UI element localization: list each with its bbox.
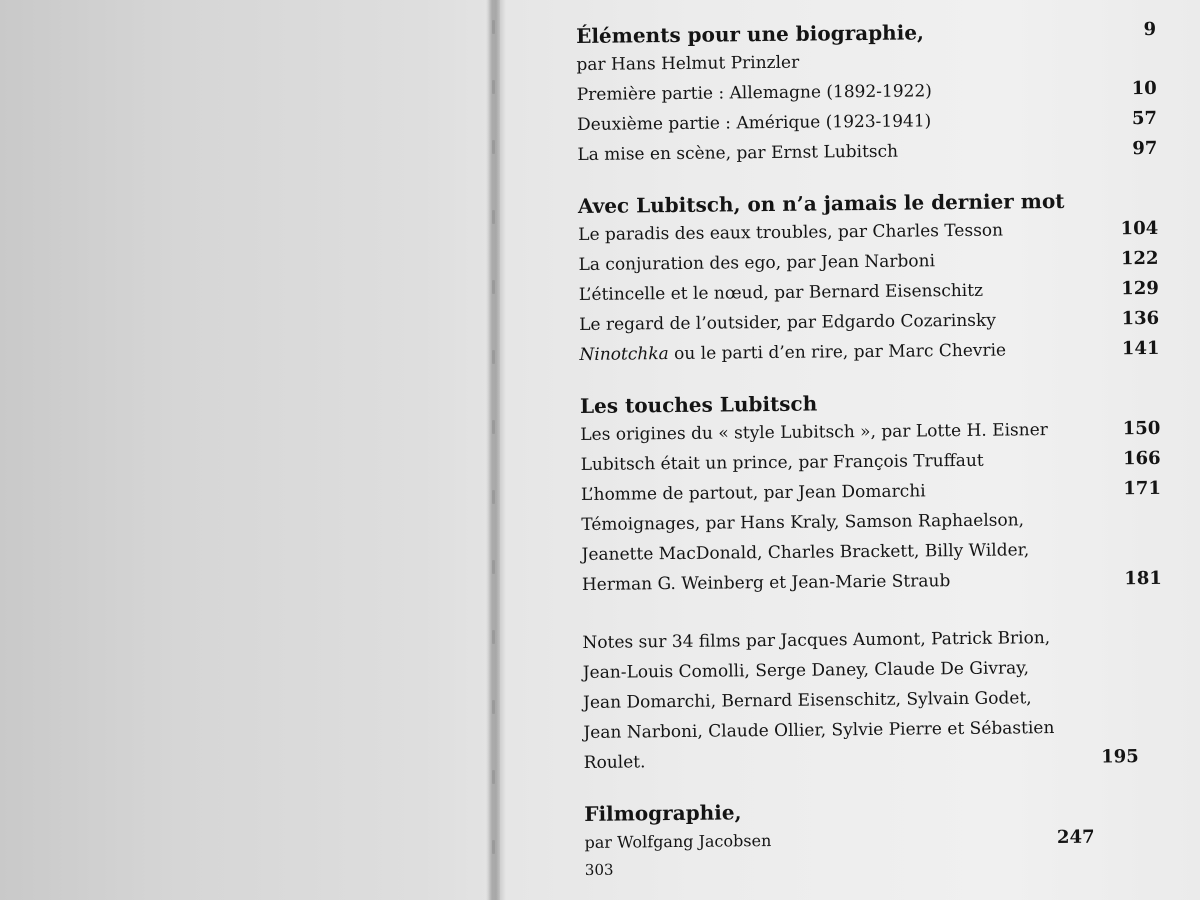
binding-stitch [492, 20, 495, 34]
page-number: 136 [1121, 307, 1160, 330]
section-title: Les touches Lubitsch [579, 391, 818, 418]
toc-entry [584, 822, 1164, 858]
folio-number: 303 [584, 860, 614, 879]
binding-stitch [492, 560, 495, 574]
binding-stitch [492, 280, 495, 294]
page-number: 9 [1143, 18, 1157, 41]
entry-text: Première partie : Allemagne (1892-1922) [576, 81, 932, 105]
page-number: 97 [1132, 137, 1158, 160]
page-number: 10 [1131, 77, 1157, 100]
entry-text: par Wolfgang Jacobsen [584, 831, 772, 852]
entry-text: par Hans Helmut Prinzler [576, 52, 800, 75]
entry-text: La mise en scène, par Ernst Lubitsch [577, 141, 899, 165]
page-number: 181 [1124, 567, 1162, 590]
left-page [0, 0, 494, 900]
film-title: Ninotchka [579, 344, 669, 365]
section-title: Éléments pour une biographie, [576, 20, 925, 48]
section-title: Avec Lubitsch, on n’a jamais le dernier mot [577, 188, 1065, 218]
entry-line: Jeanette MacDonald, Charles Brackett, Billy Wilder, [581, 540, 1030, 565]
binding-stitch [492, 490, 495, 504]
entry-line: Notes sur 34 films par Jacques Aumont, Patrick Brion, [582, 628, 1051, 653]
entry-text: Les origines du « style Lubitsch », par Lotte H. Eisner [580, 420, 1048, 445]
toc-section-filmography [584, 794, 1165, 882]
binding-stitch [492, 140, 495, 154]
entry-text: Lubitsch était un prince, par François Truffaut [580, 450, 984, 475]
toc-section-last-word [578, 186, 1160, 370]
toc-entry [579, 334, 1159, 370]
entry-line: Roulet. [583, 752, 646, 773]
toc-entry-notes [582, 623, 1139, 778]
entry-text: La conjuration des ego, par Jean Narboni [578, 251, 936, 275]
entry-line: Jean Narboni, Claude Ollier, Sylvie Pierre et Sébastien [583, 718, 1055, 743]
entry-text: Le regard de l’outsider, par Edgardo Cozarinsky [579, 310, 996, 335]
page-number: 57 [1131, 107, 1158, 130]
right-page [500, 0, 1200, 900]
binding-stitch [492, 210, 495, 224]
entry-text [579, 336, 1006, 370]
page-number: 141 [1121, 337, 1160, 360]
entry-line: Herman G. Weinberg et Jean-Marie Straub [581, 571, 951, 595]
binding-stitch [492, 840, 495, 854]
section-title: Filmographie, [584, 800, 742, 826]
binding-stitch [492, 420, 495, 434]
entry-line: Témoignages, par Hans Kraly, Samson Raphaelson, [581, 510, 1025, 535]
toc-entry [577, 134, 1157, 170]
toc-entry-testimonies [581, 505, 1162, 600]
page-number: 129 [1121, 277, 1159, 300]
table-of-contents [576, 16, 1165, 900]
page-number: 171 [1123, 477, 1162, 500]
binding-stitch [492, 80, 495, 94]
binding-stitch [492, 350, 495, 364]
entry-text: Le paradis des eaux troubles, par Charles Tesson [578, 220, 1004, 245]
binding-stitch [492, 700, 495, 714]
page-number: 150 [1122, 417, 1161, 440]
binding-stitch [492, 770, 495, 784]
binding-stitch [492, 630, 495, 644]
entry-text: Deuxième partie : Amérique (1923-1941) [576, 111, 932, 135]
entry-line: Jean-Louis Comolli, Serge Daney, Claude De Givray, [582, 658, 1030, 683]
toc-section-touches [580, 386, 1162, 600]
entry-text: L’homme de partout, par Jean Domarchi [580, 481, 926, 505]
entry-text-rest: ou le parti d’en rire, par Marc Chevrie [668, 340, 1007, 365]
book-gutter [486, 0, 500, 900]
toc-section-notes [582, 622, 1164, 778]
page-number: 166 [1122, 447, 1161, 470]
page-number: 122 [1120, 247, 1159, 270]
page-number: 195 [1101, 746, 1139, 768]
entry-text: L’étincelle et le nœud, par Bernard Eisenschitz [578, 280, 984, 305]
toc-section-biography [576, 16, 1158, 170]
entry-line: Jean Domarchi, Bernard Eisenschitz, Sylvain Godet, [583, 688, 1032, 713]
page-number: 104 [1120, 217, 1159, 240]
page-number: 247 [1056, 826, 1095, 849]
